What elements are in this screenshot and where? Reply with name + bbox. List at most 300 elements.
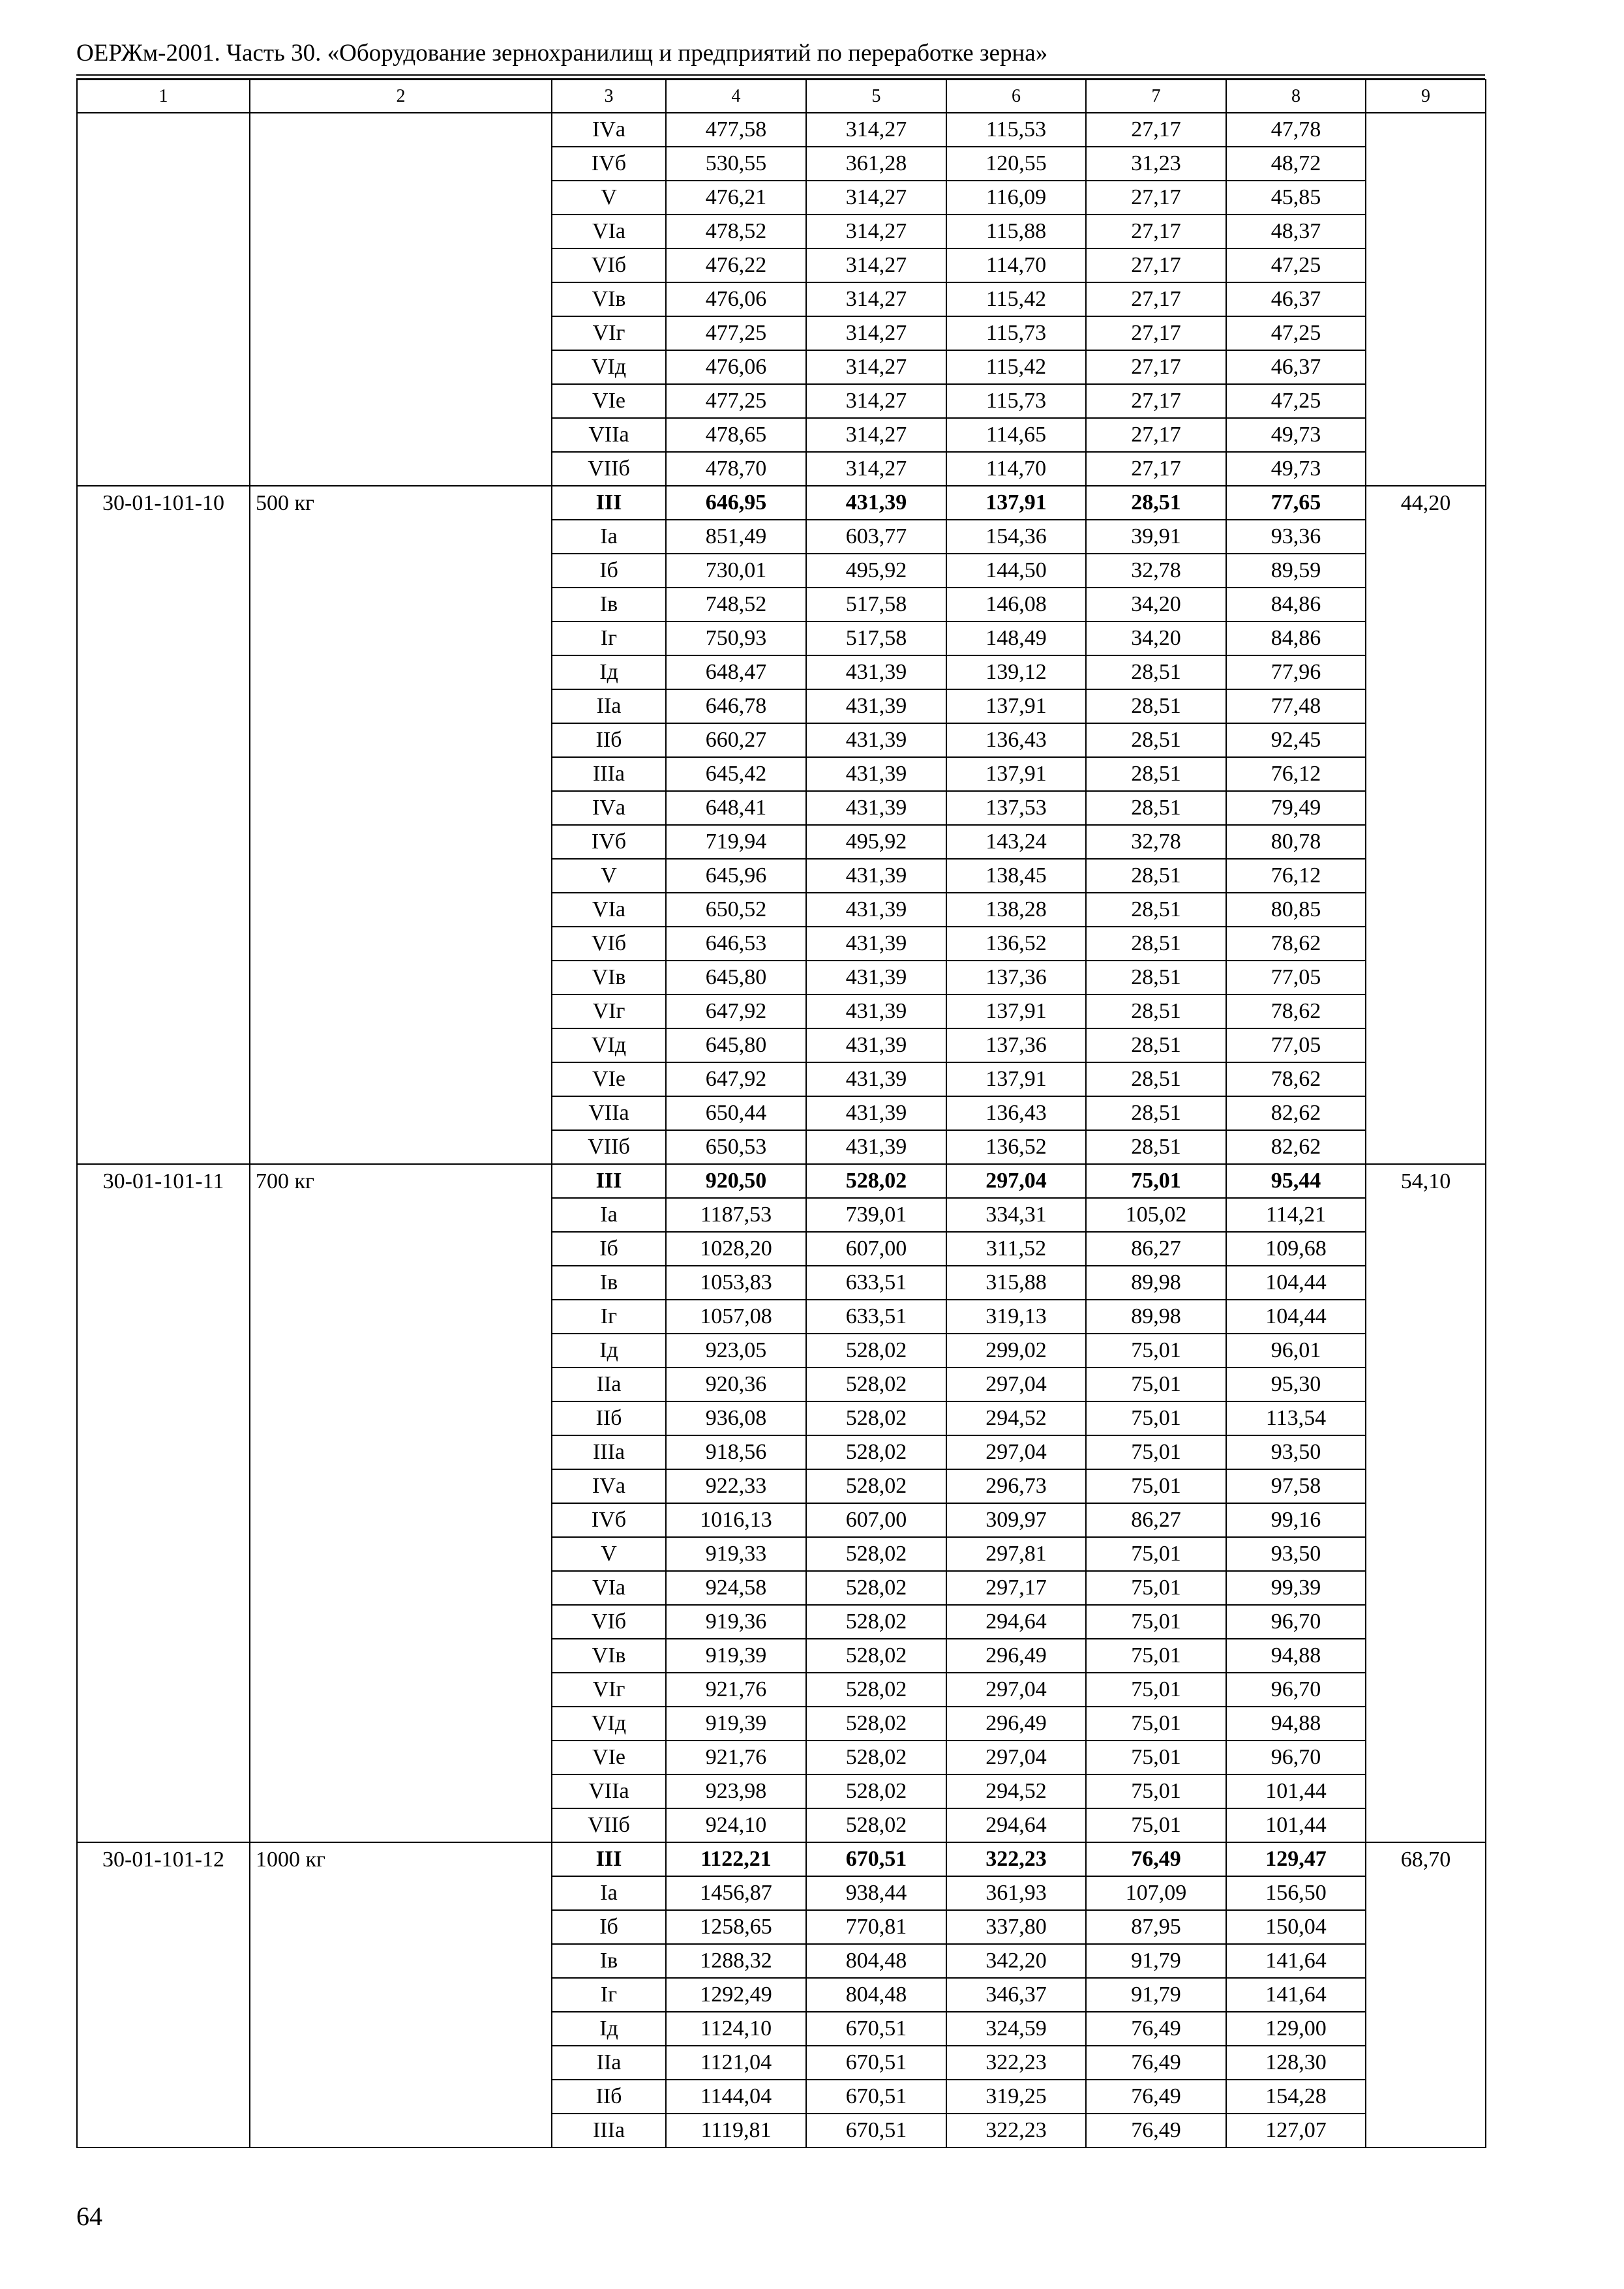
value-cell: 76,49 (1086, 2012, 1226, 2046)
value-cell: 431,39 (806, 757, 946, 791)
value-cell: 476,22 (666, 248, 806, 282)
value-cell: 1288,32 (666, 1944, 806, 1978)
value-cell: 647,92 (666, 1062, 806, 1096)
value-cell: 96,70 (1226, 1673, 1366, 1707)
value-cell: 78,62 (1226, 995, 1366, 1028)
value-cell: 76,12 (1226, 757, 1366, 791)
value-cell: 28,51 (1086, 689, 1226, 723)
value-cell: 431,39 (806, 655, 946, 689)
value-cell: 650,52 (666, 893, 806, 927)
value-cell: 120,55 (946, 147, 1086, 181)
value-cell: 75,01 (1086, 1774, 1226, 1808)
resource-name (250, 113, 552, 486)
value-cell: 136,43 (946, 1096, 1086, 1130)
value-cell: 154,28 (1226, 2080, 1366, 2114)
value-cell: 804,48 (806, 1944, 946, 1978)
zone-cell: VIIа (552, 1096, 666, 1130)
value-cell: 146,08 (946, 588, 1086, 621)
value-cell: 477,25 (666, 316, 806, 350)
value-cell: 431,39 (806, 689, 946, 723)
value-cell: 93,50 (1226, 1537, 1366, 1571)
value-cell: 137,91 (946, 995, 1086, 1028)
value-cell: 297,17 (946, 1571, 1086, 1605)
zone-cell: IVа (552, 1469, 666, 1503)
value-cell: 115,53 (946, 113, 1086, 147)
value-cell: 750,93 (666, 621, 806, 655)
value-cell: 645,96 (666, 859, 806, 893)
value-cell: 478,70 (666, 452, 806, 486)
value-cell: 431,39 (806, 1130, 946, 1164)
column-number: 6 (946, 80, 1086, 113)
page-number: 64 (76, 2202, 102, 2231)
value-cell: 920,50 (666, 1164, 806, 1198)
value-cell: 143,24 (946, 825, 1086, 859)
value-cell: 650,44 (666, 1096, 806, 1130)
zone-cell: Iа (552, 520, 666, 554)
table-row (77, 486, 1486, 520)
value-cell: 47,78 (1226, 113, 1366, 147)
value-cell: 49,73 (1226, 452, 1366, 486)
value-cell: 86,27 (1086, 1503, 1226, 1537)
value-cell: 47,25 (1226, 248, 1366, 282)
resource-code: 30-01-101-12 (77, 1842, 250, 2147)
value-cell: 314,27 (806, 282, 946, 316)
zone-cell: VIд (552, 1028, 666, 1062)
zone-cell: IIб (552, 1401, 666, 1435)
value-cell: 431,39 (806, 791, 946, 825)
value-cell: 109,68 (1226, 1232, 1366, 1266)
value-cell: 528,02 (806, 1368, 946, 1401)
value-cell: 495,92 (806, 825, 946, 859)
value-cell: 739,01 (806, 1198, 946, 1232)
value-cell: 1057,08 (666, 1300, 806, 1334)
value-cell: 96,70 (1226, 1605, 1366, 1639)
value-cell: 646,95 (666, 486, 806, 520)
value-cell: 138,45 (946, 859, 1086, 893)
value-cell: 315,88 (946, 1266, 1086, 1300)
column-number: 5 (806, 80, 946, 113)
value-cell: 607,00 (806, 1503, 946, 1537)
value-cell: 150,04 (1226, 1910, 1366, 1944)
value-cell: 28,51 (1086, 1130, 1226, 1164)
value-cell: 646,78 (666, 689, 806, 723)
value-cell: 137,91 (946, 689, 1086, 723)
value-cell: 314,27 (806, 215, 946, 248)
zone-cell: Iд (552, 2012, 666, 2046)
value-cell: 921,76 (666, 1741, 806, 1774)
column-number: 1 (77, 80, 250, 113)
value-cell: 82,62 (1226, 1130, 1366, 1164)
value-cell: 528,02 (806, 1537, 946, 1571)
zone-cell: Iб (552, 554, 666, 588)
value-cell: 77,05 (1226, 961, 1366, 995)
value-cell: 75,01 (1086, 1741, 1226, 1774)
value-cell: 528,02 (806, 1639, 946, 1673)
column-number: 4 (666, 80, 806, 113)
value-cell: 46,37 (1226, 350, 1366, 384)
value-cell: 27,17 (1086, 113, 1226, 147)
value-cell: 346,37 (946, 1978, 1086, 2012)
value-cell: 27,17 (1086, 452, 1226, 486)
value-cell: 136,43 (946, 723, 1086, 757)
zone-cell: VIе (552, 1062, 666, 1096)
value-cell: 607,00 (806, 1232, 946, 1266)
value-cell: 148,49 (946, 621, 1086, 655)
value-cell: 116,09 (946, 181, 1086, 215)
zone-cell: Iг (552, 1978, 666, 2012)
value-cell: 322,23 (946, 2046, 1086, 2080)
value-cell: 137,36 (946, 1028, 1086, 1062)
zone-cell: VIб (552, 927, 666, 961)
zone-cell: Iг (552, 1300, 666, 1334)
value-cell: 46,37 (1226, 282, 1366, 316)
value-cell: 138,28 (946, 893, 1086, 927)
value-cell: 141,64 (1226, 1978, 1366, 2012)
value-cell: 28,51 (1086, 1028, 1226, 1062)
zone-cell: IIб (552, 2080, 666, 2114)
value-cell: 297,81 (946, 1537, 1086, 1571)
zone-cell: VIб (552, 248, 666, 282)
zone-cell: VIIа (552, 418, 666, 452)
zone-cell: IIа (552, 689, 666, 723)
value-cell: 1121,04 (666, 2046, 806, 2080)
zone-cell: IIб (552, 723, 666, 757)
zone-cell: VIIб (552, 452, 666, 486)
value-cell: 78,62 (1226, 927, 1366, 961)
zone-cell: Iа (552, 1876, 666, 1910)
weight-cell: 68,70 (1366, 1842, 1486, 2147)
value-cell: 528,02 (806, 1673, 946, 1707)
column-number: 9 (1366, 80, 1486, 113)
zone-cell: VIIб (552, 1130, 666, 1164)
value-cell: 94,88 (1226, 1639, 1366, 1673)
value-cell: 1016,13 (666, 1503, 806, 1537)
zone-cell: VIа (552, 215, 666, 248)
value-cell: 528,02 (806, 1707, 946, 1741)
zone-cell: Iб (552, 1910, 666, 1944)
zone-cell: IIIа (552, 2114, 666, 2147)
value-cell: 603,77 (806, 520, 946, 554)
value-cell: 528,02 (806, 1435, 946, 1469)
value-cell: 114,65 (946, 418, 1086, 452)
zone-cell: VIб (552, 1605, 666, 1639)
value-cell: 28,51 (1086, 893, 1226, 927)
value-cell: 34,20 (1086, 621, 1226, 655)
value-cell: 27,17 (1086, 384, 1226, 418)
value-cell: 517,58 (806, 588, 946, 621)
value-cell: 28,51 (1086, 723, 1226, 757)
column-number-row (77, 80, 1486, 113)
value-cell: 431,39 (806, 893, 946, 927)
value-cell: 918,56 (666, 1435, 806, 1469)
value-cell: 730,01 (666, 554, 806, 588)
zone-cell: IIа (552, 1368, 666, 1401)
value-cell: 1028,20 (666, 1232, 806, 1266)
zone-cell: VIд (552, 1707, 666, 1741)
value-cell: 80,78 (1226, 825, 1366, 859)
value-cell: 314,27 (806, 350, 946, 384)
zone-cell: VIг (552, 316, 666, 350)
value-cell: 115,73 (946, 384, 1086, 418)
value-cell: 28,51 (1086, 486, 1226, 520)
value-cell: 28,51 (1086, 655, 1226, 689)
value-cell: 28,51 (1086, 995, 1226, 1028)
value-cell: 28,51 (1086, 1096, 1226, 1130)
value-cell: 645,42 (666, 757, 806, 791)
value-cell: 75,01 (1086, 1334, 1226, 1368)
value-cell: 28,51 (1086, 859, 1226, 893)
zone-cell: Iа (552, 1198, 666, 1232)
value-cell: 75,01 (1086, 1401, 1226, 1435)
value-cell: 80,85 (1226, 893, 1366, 927)
value-cell: 77,65 (1226, 486, 1366, 520)
value-cell: 296,49 (946, 1639, 1086, 1673)
value-cell: 82,62 (1226, 1096, 1366, 1130)
value-cell: 431,39 (806, 859, 946, 893)
value-cell: 27,17 (1086, 316, 1226, 350)
value-cell: 294,52 (946, 1774, 1086, 1808)
value-cell: 924,58 (666, 1571, 806, 1605)
value-cell: 1122,21 (666, 1842, 806, 1876)
value-cell: 49,73 (1226, 418, 1366, 452)
column-number: 3 (552, 80, 666, 113)
value-cell: 107,09 (1086, 1876, 1226, 1910)
resource-code (77, 113, 250, 486)
value-cell: 919,33 (666, 1537, 806, 1571)
value-cell: 478,52 (666, 215, 806, 248)
value-cell: 93,50 (1226, 1435, 1366, 1469)
zone-cell: Iд (552, 655, 666, 689)
value-cell: 48,72 (1226, 147, 1366, 181)
value-cell: 919,39 (666, 1639, 806, 1673)
zone-cell: VIв (552, 282, 666, 316)
value-cell: 431,39 (806, 1062, 946, 1096)
page-header: ОЕРЖм-2001. Часть 30. «Оборудование зернохранилищ и предприятий по переработке зерна» (76, 40, 1048, 67)
zone-cell: VIг (552, 995, 666, 1028)
value-cell: 101,44 (1226, 1808, 1366, 1842)
table-body (77, 80, 1486, 2147)
value-cell: 76,49 (1086, 2080, 1226, 2114)
value-cell: 77,05 (1226, 1028, 1366, 1062)
value-cell: 770,81 (806, 1910, 946, 1944)
table-row (77, 1164, 1486, 1198)
value-cell: 294,64 (946, 1605, 1086, 1639)
value-cell: 314,27 (806, 113, 946, 147)
value-cell: 922,33 (666, 1469, 806, 1503)
value-cell: 924,10 (666, 1808, 806, 1842)
value-cell: 299,02 (946, 1334, 1086, 1368)
value-cell: 128,30 (1226, 2046, 1366, 2080)
zone-cell: Iв (552, 588, 666, 621)
value-cell: 528,02 (806, 1774, 946, 1808)
value-cell: 39,91 (1086, 520, 1226, 554)
value-cell: 28,51 (1086, 927, 1226, 961)
table-row (77, 113, 1486, 147)
value-cell: 84,86 (1226, 588, 1366, 621)
zone-cell: VIв (552, 961, 666, 995)
resource-code: 30-01-101-11 (77, 1164, 250, 1842)
value-cell: 28,51 (1086, 1062, 1226, 1096)
value-cell: 309,97 (946, 1503, 1086, 1537)
weight-cell (1366, 113, 1486, 486)
value-cell: 92,45 (1226, 723, 1366, 757)
value-cell: 91,79 (1086, 1978, 1226, 2012)
value-cell: 296,73 (946, 1469, 1086, 1503)
value-cell: 105,02 (1086, 1198, 1226, 1232)
value-cell: 75,01 (1086, 1605, 1226, 1639)
value-cell: 1292,49 (666, 1978, 806, 2012)
value-cell: 297,04 (946, 1673, 1086, 1707)
value-cell: 156,50 (1226, 1876, 1366, 1910)
value-cell: 89,98 (1086, 1300, 1226, 1334)
value-cell: 337,80 (946, 1910, 1086, 1944)
value-cell: 27,17 (1086, 350, 1226, 384)
value-cell: 1124,10 (666, 2012, 806, 2046)
value-cell: 297,04 (946, 1741, 1086, 1774)
value-cell: 114,70 (946, 248, 1086, 282)
value-cell: 1119,81 (666, 2114, 806, 2147)
value-cell: 648,47 (666, 655, 806, 689)
value-cell: 79,49 (1226, 791, 1366, 825)
value-cell: 342,20 (946, 1944, 1086, 1978)
value-cell: 104,44 (1226, 1266, 1366, 1300)
zone-cell: Iв (552, 1944, 666, 1978)
value-cell: 87,95 (1086, 1910, 1226, 1944)
value-cell: 477,25 (666, 384, 806, 418)
zone-cell: VIа (552, 893, 666, 927)
value-cell: 938,44 (806, 1876, 946, 1910)
zone-cell: IVб (552, 1503, 666, 1537)
value-cell: 91,79 (1086, 1944, 1226, 1978)
value-cell: 361,93 (946, 1876, 1086, 1910)
value-cell: 77,96 (1226, 655, 1366, 689)
value-cell: 141,64 (1226, 1944, 1366, 1978)
value-cell: 297,04 (946, 1435, 1086, 1469)
resource-name: 500 кг (250, 486, 552, 1164)
value-cell: 27,17 (1086, 181, 1226, 215)
value-cell: 528,02 (806, 1808, 946, 1842)
value-cell: 86,27 (1086, 1232, 1226, 1266)
value-cell: 95,30 (1226, 1368, 1366, 1401)
value-cell: 136,52 (946, 1130, 1086, 1164)
value-cell: 94,88 (1226, 1707, 1366, 1741)
value-cell: 93,36 (1226, 520, 1366, 554)
value-cell: 137,91 (946, 486, 1086, 520)
value-cell: 75,01 (1086, 1673, 1226, 1707)
value-cell: 431,39 (806, 961, 946, 995)
value-cell: 314,27 (806, 181, 946, 215)
weight-cell: 54,10 (1366, 1164, 1486, 1842)
value-cell: 78,62 (1226, 1062, 1366, 1096)
value-cell: 670,51 (806, 2114, 946, 2147)
value-cell: 75,01 (1086, 1707, 1226, 1741)
value-cell: 670,51 (806, 2080, 946, 2114)
value-cell: 99,16 (1226, 1503, 1366, 1537)
value-cell: 314,27 (806, 248, 946, 282)
value-cell: 648,41 (666, 791, 806, 825)
value-cell: 660,27 (666, 723, 806, 757)
value-cell: 530,55 (666, 147, 806, 181)
value-cell: 650,53 (666, 1130, 806, 1164)
value-cell: 476,06 (666, 282, 806, 316)
value-cell: 478,65 (666, 418, 806, 452)
zone-cell: III (552, 1842, 666, 1876)
value-cell: 31,23 (1086, 147, 1226, 181)
zone-cell: V (552, 1537, 666, 1571)
value-cell: 115,88 (946, 215, 1086, 248)
value-cell: 476,21 (666, 181, 806, 215)
value-cell: 431,39 (806, 927, 946, 961)
value-cell: 114,21 (1226, 1198, 1366, 1232)
resource-code: 30-01-101-10 (77, 486, 250, 1164)
value-cell: 851,49 (666, 520, 806, 554)
zone-cell: IVб (552, 825, 666, 859)
value-cell: 719,94 (666, 825, 806, 859)
zone-cell: Iб (552, 1232, 666, 1266)
value-cell: 319,25 (946, 2080, 1086, 2114)
value-cell: 76,49 (1086, 2046, 1226, 2080)
value-cell: 76,49 (1086, 2114, 1226, 2147)
zone-cell: Iд (552, 1334, 666, 1368)
value-cell: 75,01 (1086, 1435, 1226, 1469)
value-cell: 670,51 (806, 2046, 946, 2080)
value-cell: 645,80 (666, 961, 806, 995)
value-cell: 324,59 (946, 2012, 1086, 2046)
value-cell: 77,48 (1226, 689, 1366, 723)
zone-cell: VIIа (552, 1774, 666, 1808)
value-cell: 104,44 (1226, 1300, 1366, 1334)
value-cell: 633,51 (806, 1266, 946, 1300)
zone-cell: V (552, 181, 666, 215)
value-cell: 528,02 (806, 1164, 946, 1198)
value-cell: 137,91 (946, 757, 1086, 791)
value-cell: 921,76 (666, 1673, 806, 1707)
zone-cell: V (552, 859, 666, 893)
value-cell: 431,39 (806, 995, 946, 1028)
value-cell: 645,80 (666, 1028, 806, 1062)
value-cell: 127,07 (1226, 2114, 1366, 2147)
zone-cell: VIе (552, 384, 666, 418)
value-cell: 923,05 (666, 1334, 806, 1368)
column-number: 2 (250, 80, 552, 113)
value-cell: 28,51 (1086, 757, 1226, 791)
value-cell: 136,52 (946, 927, 1086, 961)
value-cell: 923,98 (666, 1774, 806, 1808)
table-row (77, 1842, 1486, 1876)
value-cell: 115,42 (946, 282, 1086, 316)
zone-cell: III (552, 486, 666, 520)
value-cell: 76,12 (1226, 859, 1366, 893)
value-cell: 129,00 (1226, 2012, 1366, 2046)
value-cell: 34,20 (1086, 588, 1226, 621)
zone-cell: VIа (552, 1571, 666, 1605)
value-cell: 633,51 (806, 1300, 946, 1334)
value-cell: 45,85 (1226, 181, 1366, 215)
value-cell: 297,04 (946, 1164, 1086, 1198)
value-cell: 47,25 (1226, 316, 1366, 350)
value-cell: 154,36 (946, 520, 1086, 554)
value-cell: 495,92 (806, 554, 946, 588)
column-number: 8 (1226, 80, 1366, 113)
value-cell: 115,42 (946, 350, 1086, 384)
value-cell: 296,49 (946, 1707, 1086, 1741)
value-cell: 936,08 (666, 1401, 806, 1435)
value-cell: 76,49 (1086, 1842, 1226, 1876)
column-number: 7 (1086, 80, 1226, 113)
value-cell: 137,53 (946, 791, 1086, 825)
zone-cell: IVа (552, 113, 666, 147)
value-cell: 528,02 (806, 1741, 946, 1774)
